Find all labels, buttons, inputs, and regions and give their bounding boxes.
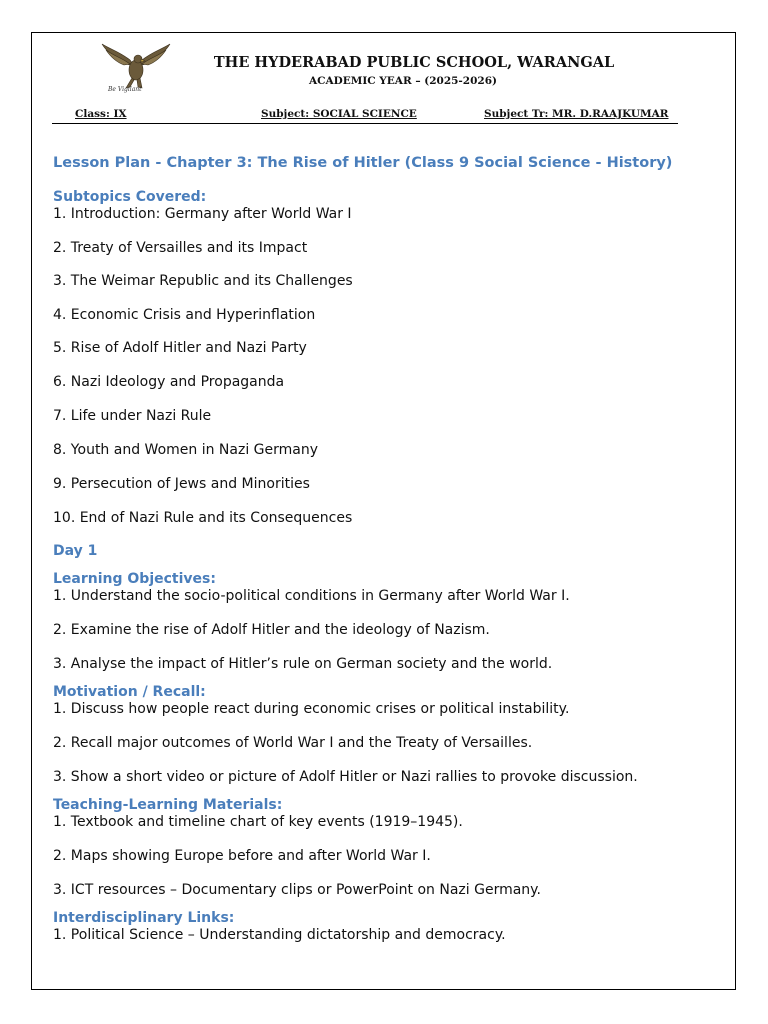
subtopic-item: 10. End of Nazi Rule and its Consequences	[53, 510, 353, 526]
material-item: 3. ICT resources – Documentary clips or PowerPoint on Nazi Germany.	[53, 882, 541, 898]
subtopic-item: 3. The Weimar Republic and its Challenges	[53, 273, 353, 289]
lesson-content	[53, 152, 723, 944]
objectives-heading: Learning Objectives:	[53, 571, 216, 587]
subtopic-item: 1. Introduction: Germany after World War I	[53, 206, 352, 222]
teacher-label: Subject Tr: MR. D.RAAJKUMAR	[484, 108, 669, 120]
class-label: Class: IX	[75, 108, 127, 120]
materials-heading: Teaching-Learning Materials:	[53, 797, 283, 813]
academic-year: ACADEMIC YEAR – (2025-2026)	[309, 75, 497, 87]
lesson-title: Lesson Plan - Chapter 3: The Rise of Hitler (Class 9 Social Science - History)	[53, 155, 673, 171]
class-info-row	[52, 108, 678, 124]
motivation-item: 1. Discuss how people react during economic crises or political instability.	[53, 701, 570, 717]
motivation-item: 3. Show a short video or picture of Adolf Hitler or Nazi rallies to provoke discussion.	[53, 769, 638, 785]
subtopic-item: 9. Persecution of Jews and Minorities	[53, 476, 310, 492]
subtopic-item: 8. Youth and Women in Nazi Germany	[53, 442, 319, 458]
day-heading: Day 1	[53, 543, 98, 559]
objective-item: 1. Understand the socio-political conditions in Germany after World War I.	[53, 588, 570, 604]
subtopic-item: 7. Life under Nazi Rule	[53, 408, 212, 424]
subtopic-item: 4. Economic Crisis and Hyperinflation	[53, 307, 316, 323]
subtopic-item: 2. Treaty of Versailles and its Impact	[53, 240, 308, 256]
school-name: THE HYDERABAD PUBLIC SCHOOL, WARANGAL	[213, 54, 615, 71]
subtopics-heading: Subtopics Covered:	[53, 189, 207, 205]
subtopic-item: 6. Nazi Ideology and Propaganda	[53, 374, 285, 390]
subtopic-item: 5. Rise of Adolf Hitler and Nazi Party	[53, 340, 307, 356]
motivation-heading: Motivation / Recall:	[53, 684, 206, 700]
objective-item: 2. Examine the rise of Adolf Hitler and the ideology of Nazism.	[53, 622, 490, 638]
material-item: 2. Maps showing Europe before and after World War I.	[53, 848, 431, 864]
link-item: 1. Political Science – Understanding dictatorship and democracy.	[53, 927, 506, 943]
material-item: 1. Textbook and timeline chart of key events (1919–1945).	[53, 814, 463, 830]
school-motto: Be Vigilant	[108, 86, 142, 93]
motivation-item: 2. Recall major outcomes of World War I and the Treaty of Versailles.	[53, 735, 533, 751]
objective-item: 3. Analyse the impact of Hitler’s rule on German society and the world.	[53, 656, 553, 672]
subject-label: Subject: SOCIAL SCIENCE	[261, 108, 417, 120]
links-heading: Interdisciplinary Links:	[53, 910, 235, 926]
